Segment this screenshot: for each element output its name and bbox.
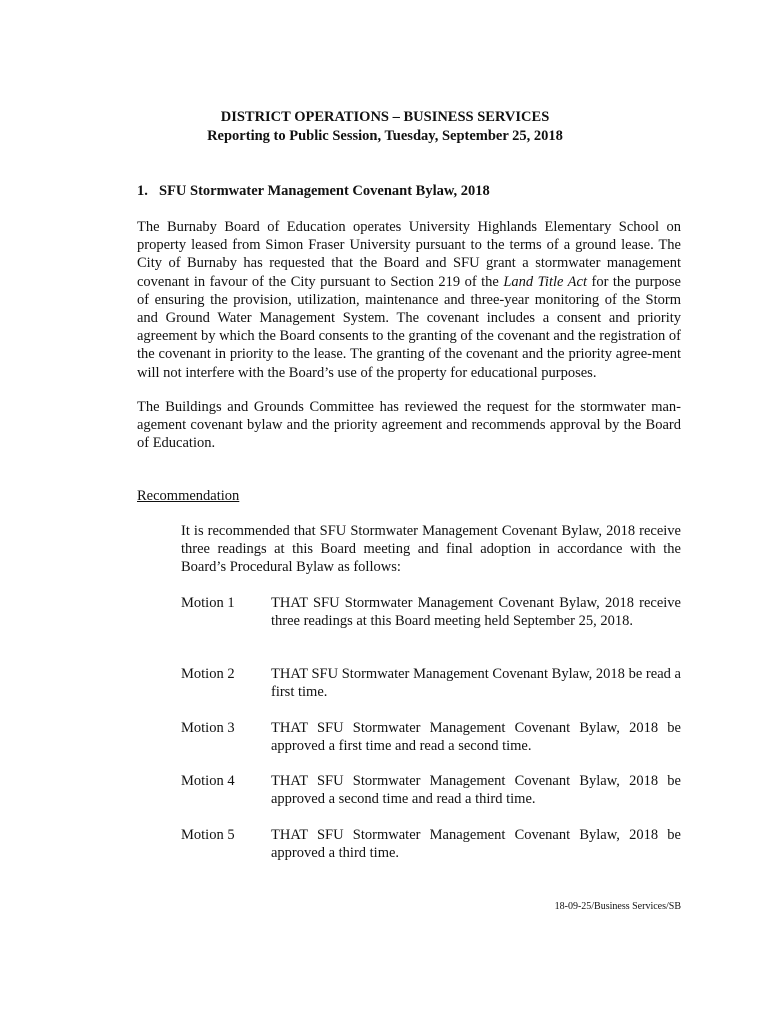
paragraph-1-part-1: The Burnaby Board of Education operates University Highlands Elementary School on property leased from Simon Fraser University pursuant to the terms of a ground lease. The City of Burnaby has requested that the Board and SFU grant a stormwater management covenant in favour of the City pursuant to Section 219 of the: [137, 219, 681, 290]
motion-label: Motion 3: [181, 720, 235, 736]
paragraph-1-italic: Land Title Act: [503, 273, 587, 290]
header-title: DISTRICT OPERATIONS – BUSINESS SERVICES: [220, 109, 550, 125]
recommendation-heading: Recommendation: [137, 488, 240, 504]
header-subtitle: Reporting to Public Session, Tuesday, September 25, 2018: [207, 128, 563, 144]
motion-text: THAT SFU Stormwater Management Covenant Bylaw, 2018 be approved a second time and read a third time.: [271, 773, 681, 808]
motion-text: THAT SFU Stormwater Management Covenant Bylaw, 2018 be approved a third time.: [271, 827, 681, 862]
paragraph-2: The Buildings and Grounds Committee has reviewed the request for the stormwater man-agement covenant bylaw and the priority agreement and recommends approval by the Board of Education.: [137, 399, 681, 452]
motion-text: THAT SFU Stormwater Management Covenant Bylaw, 2018 be read a first time.: [271, 666, 681, 701]
motion-label: Motion 2: [181, 666, 235, 682]
motion-label: Motion 1: [181, 595, 235, 611]
footer-reference: 18-09-25/Business Services/SB: [554, 901, 681, 912]
paragraph-1-part-2: for the purpose of ensuring the provision, utilization, maintenance and three-year monitoring of the Storm and Ground Water Management System. The covenant includes a consent and priority agreement by which the Board consents to the granting of the covenant and the registration of the covenant in priority to the lease. The granting of the covenant and the priority agree-ment will not interfere with the Board’s use of the property for educational purposes.: [137, 273, 681, 381]
motion-label: Motion 5: [181, 827, 235, 843]
motion-label: Motion 4: [181, 773, 235, 789]
motion-text: THAT SFU Stormwater Management Covenant Bylaw, 2018 receive three readings at this Board meeting held September 25, 2018.: [271, 595, 681, 630]
recommendation-intro: It is recommended that SFU Stormwater Management Covenant Bylaw, 2018 receive three readings at this Board meeting and final adoption in accordance with the Board’s Procedural Bylaw as follows:: [181, 523, 681, 576]
paragraph-1: [137, 218, 681, 382]
section-heading: [137, 182, 490, 201]
section-title: SFU Stormwater Management Covenant Bylaw, 2018: [159, 183, 490, 199]
motion-text: THAT SFU Stormwater Management Covenant Bylaw, 2018 be approved a first time and read a second time.: [271, 720, 681, 755]
section-number: 1.: [137, 183, 148, 199]
